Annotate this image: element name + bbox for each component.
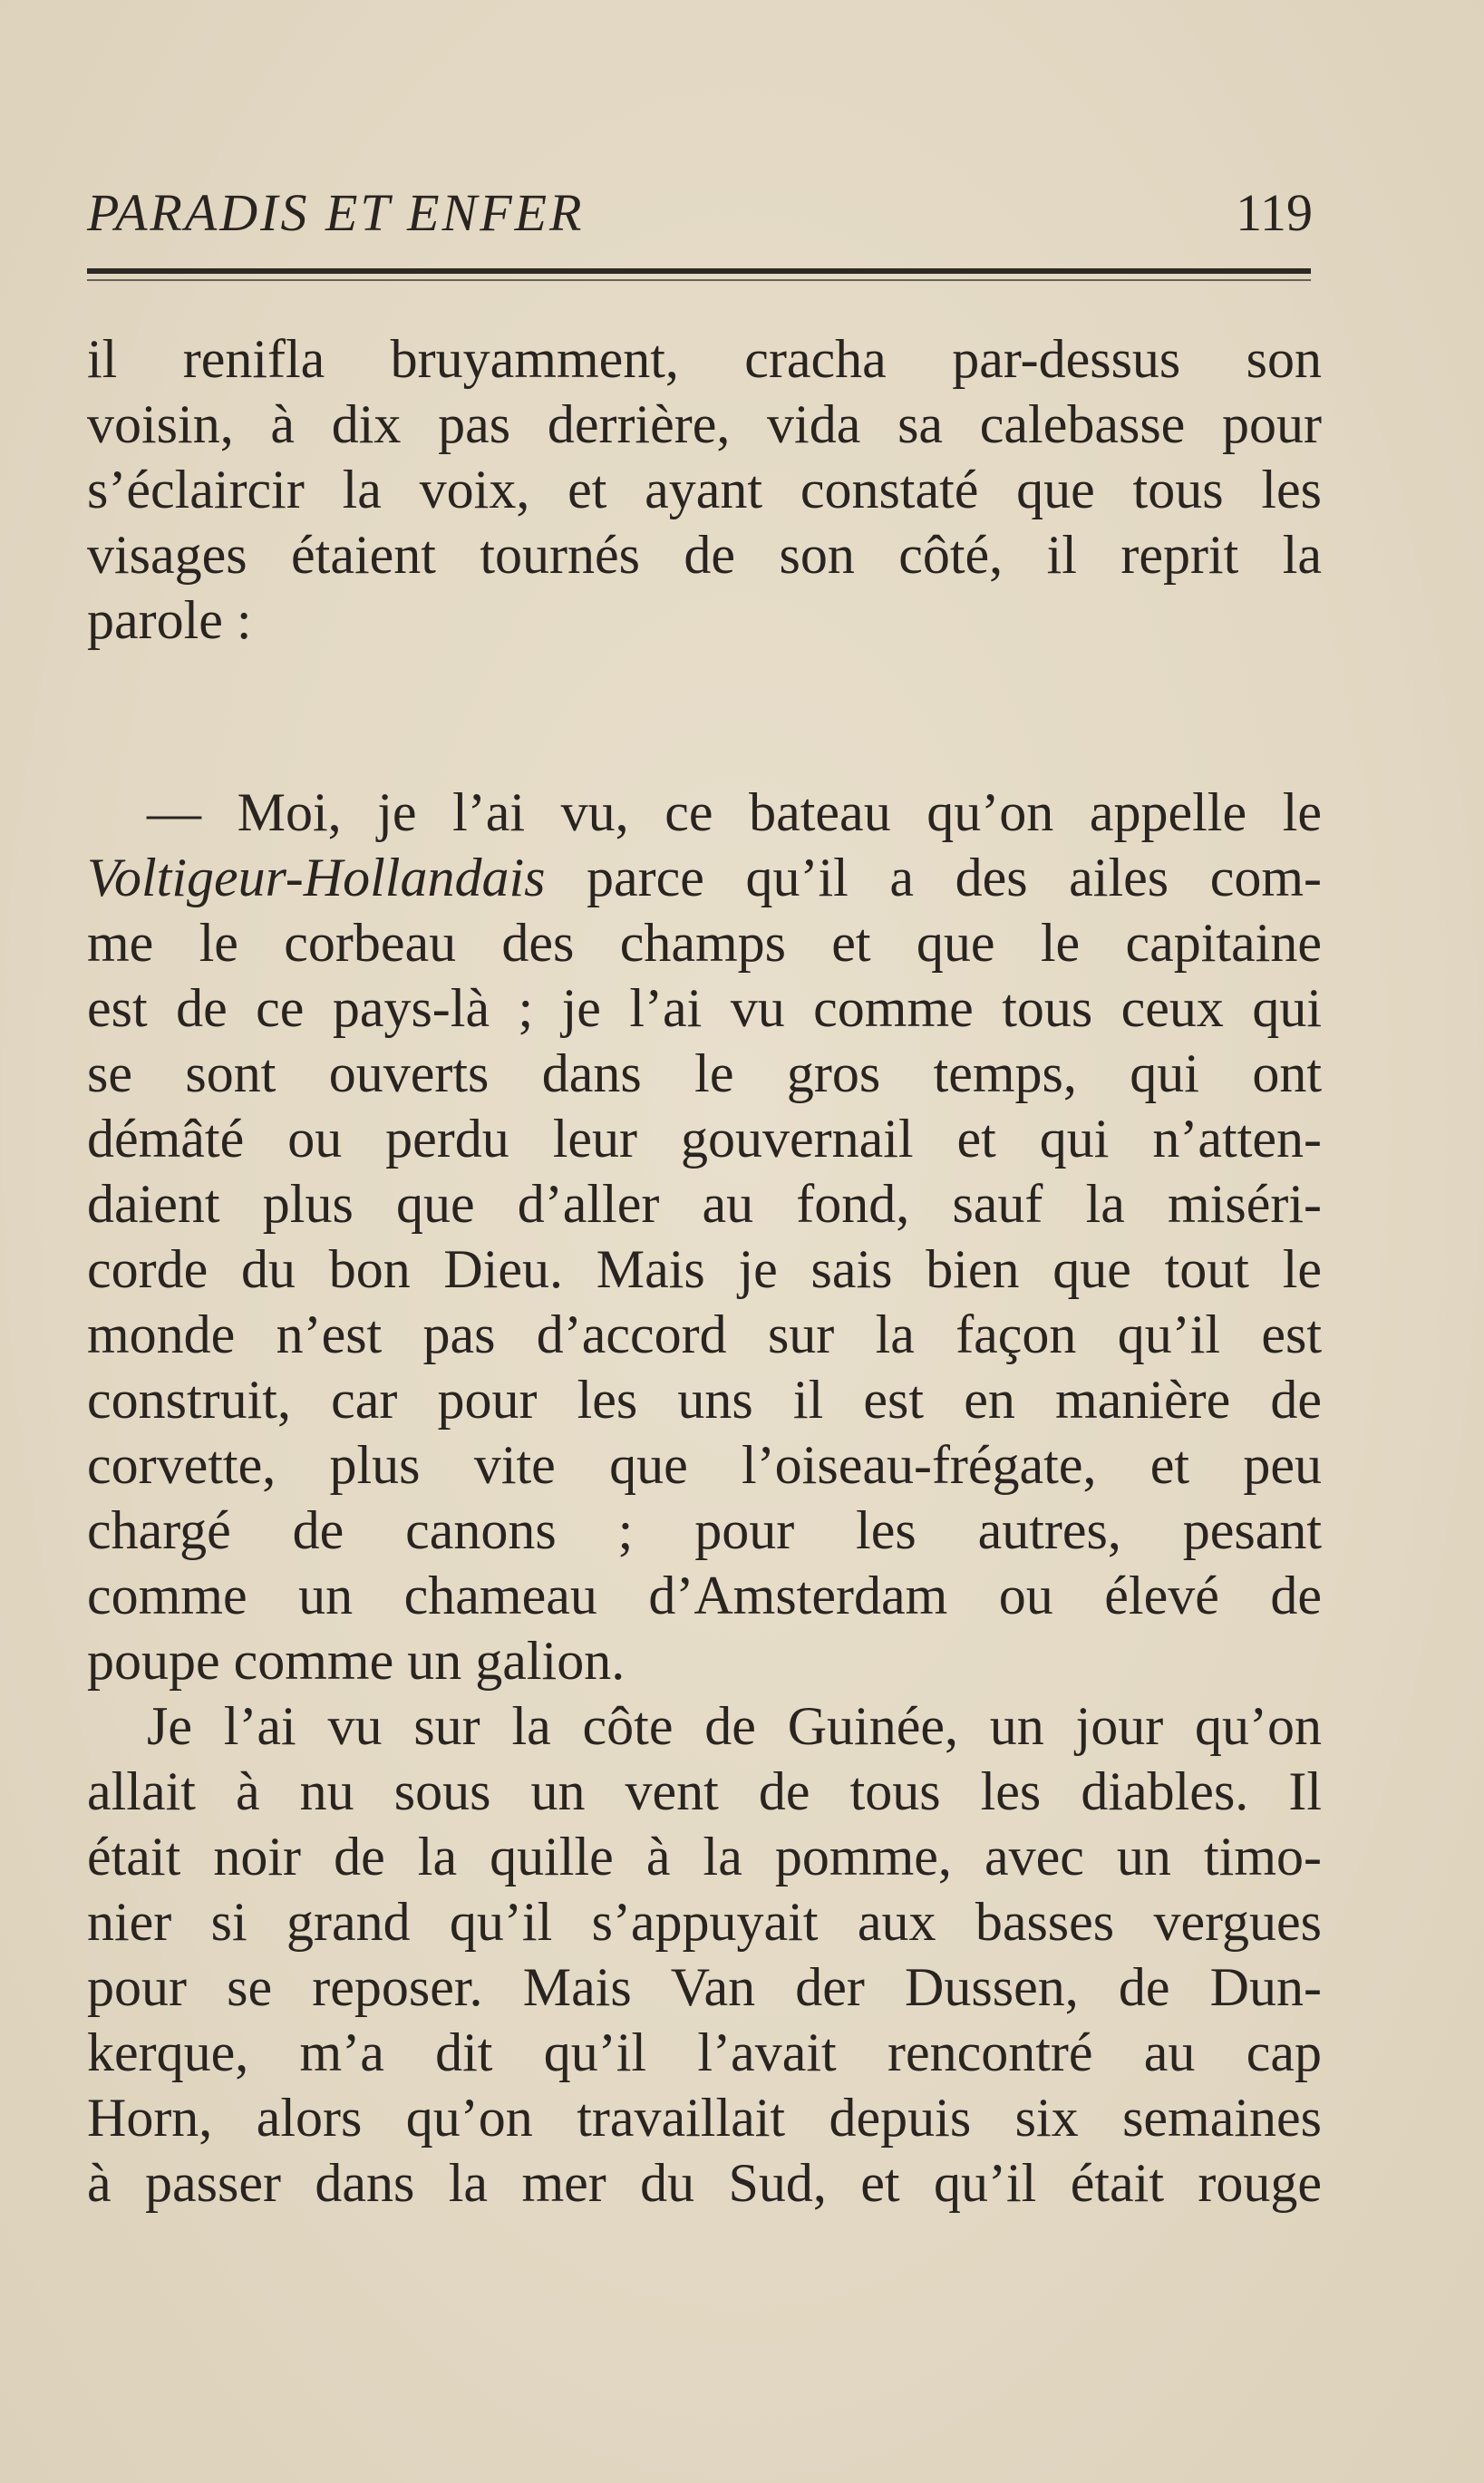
text-line: poupe comme un galion.	[87, 1631, 626, 1691]
running-title: PARADIS ET ENFER	[87, 183, 585, 242]
running-head	[87, 181, 1313, 245]
paragraph-gap	[87, 653, 1322, 780]
text-line: nier si grand qu’il s’appuyait aux basses vergues	[87, 1892, 1322, 1952]
text-line: daient plus que d’aller au fond, sauf la miséri-	[87, 1174, 1322, 1234]
text-line: visages étaient tournés de son côté, il reprit la	[87, 525, 1322, 585]
text-line: il renifla bruyamment, cracha par-dessus son	[87, 329, 1322, 389]
page-number: 119	[1236, 183, 1313, 242]
text-line: allait à nu sous un vent de tous les diables. Il	[87, 1761, 1322, 1821]
text-line: comme un chameau d’Amsterdam ou élevé de	[87, 1566, 1322, 1625]
text-line: monde n’est pas d’accord sur la façon qu’il est	[87, 1305, 1322, 1364]
text-line: se sont ouverts dans le gros temps, qui ont	[87, 1043, 1322, 1103]
text-line: pour se reposer. Mais Van der Dussen, de Dun-	[87, 1957, 1322, 2017]
text-line: corde du bon Dieu. Mais je sais bien que tout le	[87, 1239, 1322, 1299]
text-line: — Moi, je l’ai vu, ce bateau qu’on appelle le	[147, 782, 1322, 842]
header-rule-thin	[87, 279, 1311, 281]
ship-name: Voltigeur-Hollandais	[87, 848, 546, 907]
text-line: est de ce pays-là ; je l’ai vu comme tous ceux qui	[87, 978, 1322, 1038]
text-line: Horn, alors qu’on travaillait depuis six semaines	[87, 2088, 1322, 2148]
header-rule	[87, 268, 1311, 274]
text-line: chargé de canons ; pour les autres, pesant	[87, 1500, 1322, 1560]
text-line: voisin, à dix pas derrière, vida sa calebasse pour	[87, 394, 1322, 454]
text-line: s’éclaircir la voix, et ayant constaté que tous les	[87, 460, 1322, 519]
text-line: construit, car pour les uns il est en manière de	[87, 1370, 1322, 1430]
text-line: était noir de la quille à la pomme, avec un timo-	[87, 1827, 1322, 1886]
text-line: à passer dans la mer du Sud, et qu’il était rouge	[87, 2153, 1322, 2213]
text-line: démâté ou perdu leur gouvernail et qui n’atten-	[87, 1109, 1322, 1169]
body-text	[87, 326, 1322, 2216]
text-line: corvette, plus vite que l’oiseau-frégate, et peu	[87, 1435, 1322, 1495]
text-line: parole :	[87, 590, 252, 650]
text-line-rest: parce qu’il a des ailes com-	[545, 848, 1322, 907]
text-line	[87, 845, 1322, 910]
text-line: Je l’ai vu sur la côte de Guinée, un jour qu’on	[147, 1696, 1322, 1756]
text-line: kerque, m’a dit qu’il l’avait rencontré au cap	[87, 2022, 1322, 2082]
text-line: me le corbeau des champs et que le capitaine	[87, 913, 1322, 973]
